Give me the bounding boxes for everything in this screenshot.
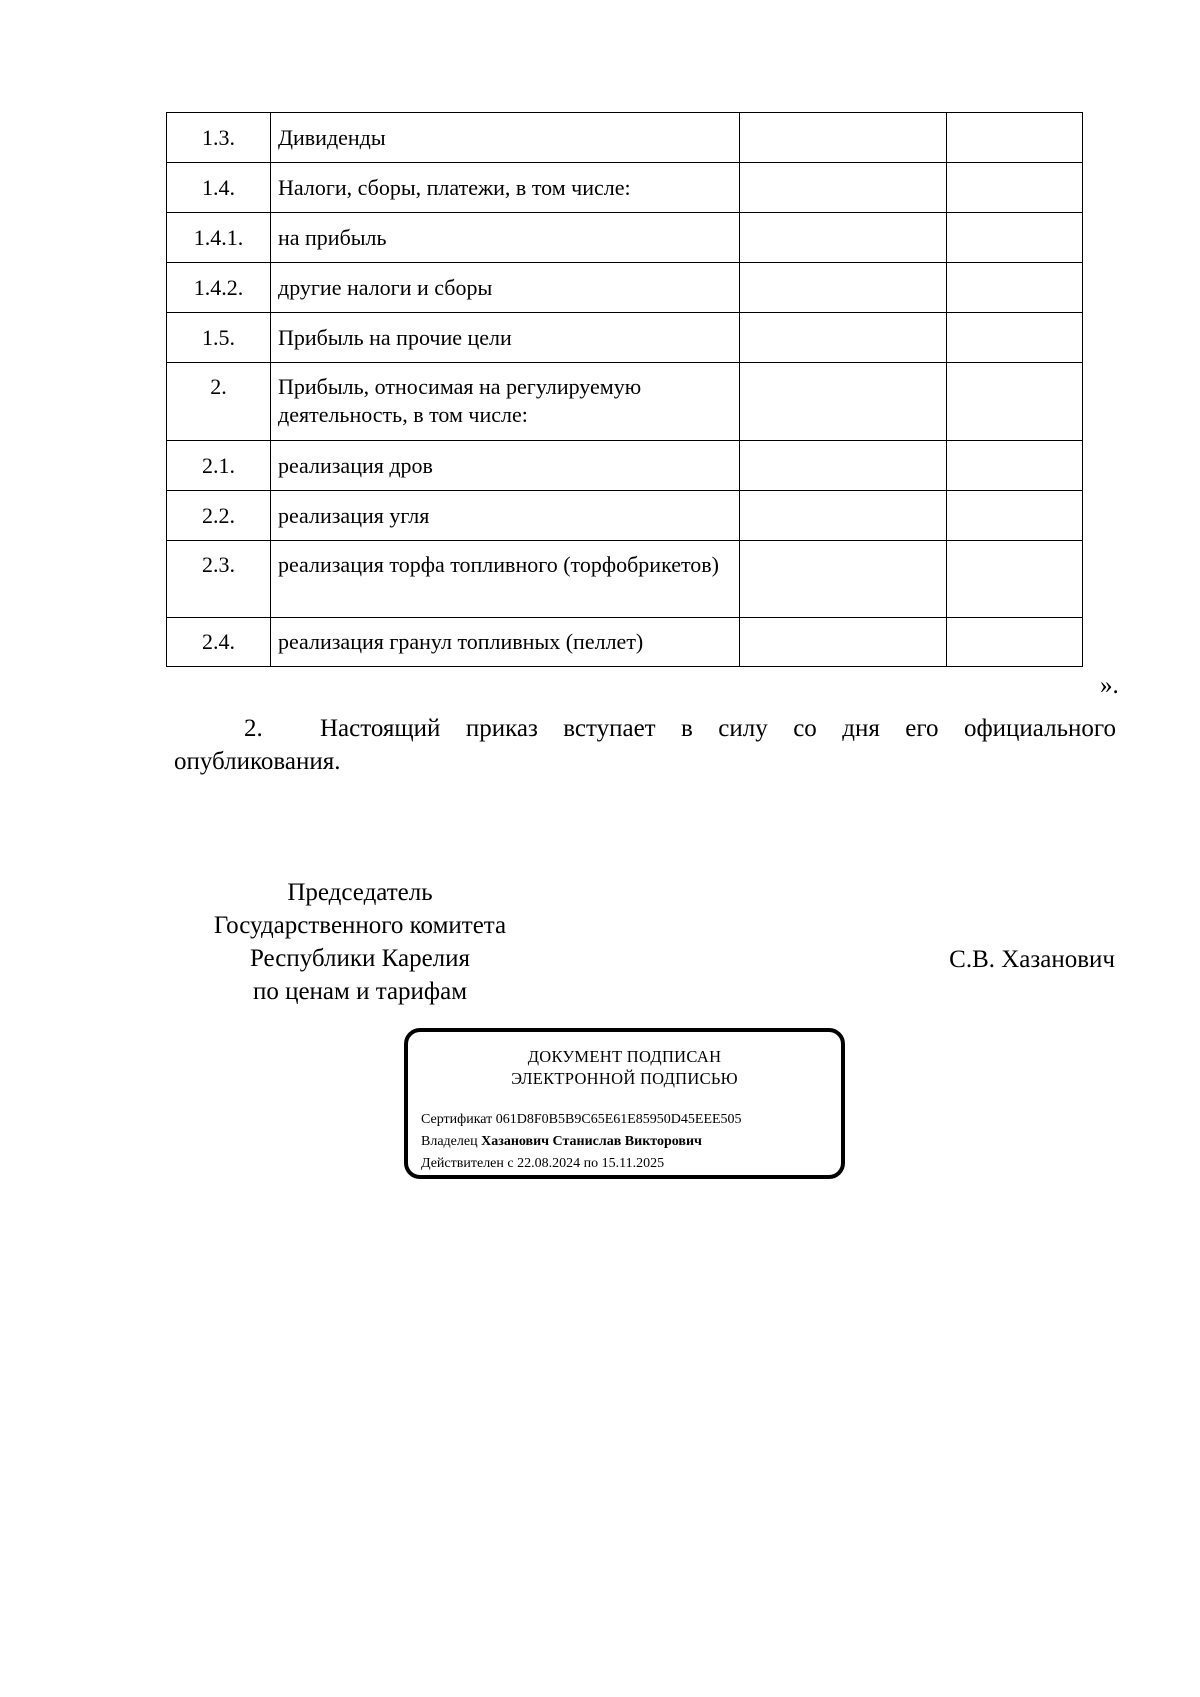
- row-label: реализация дров: [271, 441, 740, 491]
- row-value-cell: [947, 163, 1083, 213]
- signatory-title-line: по ценам и тарифам: [252, 978, 468, 1005]
- row-value-cell: [740, 313, 947, 363]
- row-number: 2.4.: [167, 618, 271, 667]
- stamp-owner-line: [421, 1134, 702, 1150]
- row-number: 1.5.: [167, 313, 271, 363]
- stamp-certificate-line: [421, 1112, 742, 1128]
- closing-quote: ».: [1100, 672, 1119, 699]
- row-value-cell: [947, 491, 1083, 541]
- row-value-cell: [740, 263, 947, 313]
- valid-to: 15.11.2025: [601, 1156, 665, 1171]
- signatory-title-line: Государственного комитета: [213, 912, 507, 939]
- certificate-label: Сертификат: [421, 1112, 493, 1127]
- table-row: [167, 441, 1083, 491]
- table-row: [167, 313, 1083, 363]
- owner-label: Владелец: [421, 1134, 478, 1149]
- stamp-heading: [408, 1046, 841, 1090]
- financial-table: [166, 112, 1083, 667]
- stamp-validity-line: [421, 1156, 664, 1172]
- valid-to-label: по: [583, 1156, 599, 1171]
- row-value-cell: [740, 618, 947, 667]
- owner-value: Хазанович Станислав Викторович: [481, 1134, 702, 1149]
- signatory-title: [170, 876, 550, 1008]
- row-value-cell: [947, 313, 1083, 363]
- paragraph-number: 2.: [244, 715, 263, 742]
- row-label: реализация торфа топливного (торфобрикетов): [271, 541, 740, 618]
- row-value-cell: [947, 541, 1083, 618]
- row-value-cell: [947, 263, 1083, 313]
- row-number: 1.3.: [167, 113, 271, 163]
- valid-label: Действителен с: [421, 1156, 514, 1171]
- valid-from: 22.08.2024: [517, 1156, 581, 1171]
- table-row: [167, 541, 1083, 618]
- table-row: [167, 363, 1083, 441]
- row-label: реализация угля: [271, 491, 740, 541]
- row-value-cell: [740, 163, 947, 213]
- row-label: Прибыль на прочие цели: [271, 313, 740, 363]
- row-value-cell: [947, 618, 1083, 667]
- stamp-heading-line: ЭЛЕКТРОННОЙ ПОДПИСЬЮ: [511, 1069, 738, 1088]
- paragraph-text: Настоящий приказ вступает в силу со дня его официального опубликования.: [174, 715, 1116, 775]
- row-label: реализация гранул топливных (пеллет): [271, 618, 740, 667]
- table-row: [167, 263, 1083, 313]
- stamp-heading-line: ДОКУМЕНТ ПОДПИСАН: [527, 1047, 722, 1066]
- row-value-cell: [740, 491, 947, 541]
- row-number: 1.4.1.: [167, 213, 271, 263]
- signatory-name: С.В. Хазанович: [949, 946, 1115, 973]
- signatory-title-line: Республики Карелия: [249, 945, 471, 972]
- row-value-cell: [740, 541, 947, 618]
- paragraph-2: [174, 712, 1116, 778]
- row-label: Прибыль, относимая на регулируемую деятельность, в том числе:: [271, 363, 740, 441]
- table-row: [167, 163, 1083, 213]
- row-value-cell: [947, 213, 1083, 263]
- row-label: Дивиденды: [271, 113, 740, 163]
- row-value-cell: [947, 113, 1083, 163]
- row-number: 2.1.: [167, 441, 271, 491]
- row-number: 1.4.: [167, 163, 271, 213]
- signatory-title-line: Председатель: [287, 879, 433, 906]
- row-value-cell: [947, 363, 1083, 441]
- table-row: [167, 113, 1083, 163]
- row-value-cell: [740, 363, 947, 441]
- row-number: 2.: [167, 363, 271, 441]
- row-value-cell: [947, 441, 1083, 491]
- row-label: Налоги, сборы, платежи, в том числе:: [271, 163, 740, 213]
- table-row: [167, 618, 1083, 667]
- row-label: на прибыль: [271, 213, 740, 263]
- row-number: 2.3.: [167, 541, 271, 618]
- table-row: [167, 213, 1083, 263]
- row-number: 2.2.: [167, 491, 271, 541]
- table-row: [167, 491, 1083, 541]
- electronic-signature-stamp: [404, 1028, 845, 1179]
- row-label: другие налоги и сборы: [271, 263, 740, 313]
- row-number: 1.4.2.: [167, 263, 271, 313]
- certificate-value: 061D8F0B5B9C65E61E85950D45EEE505: [495, 1112, 742, 1127]
- row-value-cell: [740, 213, 947, 263]
- row-value-cell: [740, 441, 947, 491]
- row-value-cell: [740, 113, 947, 163]
